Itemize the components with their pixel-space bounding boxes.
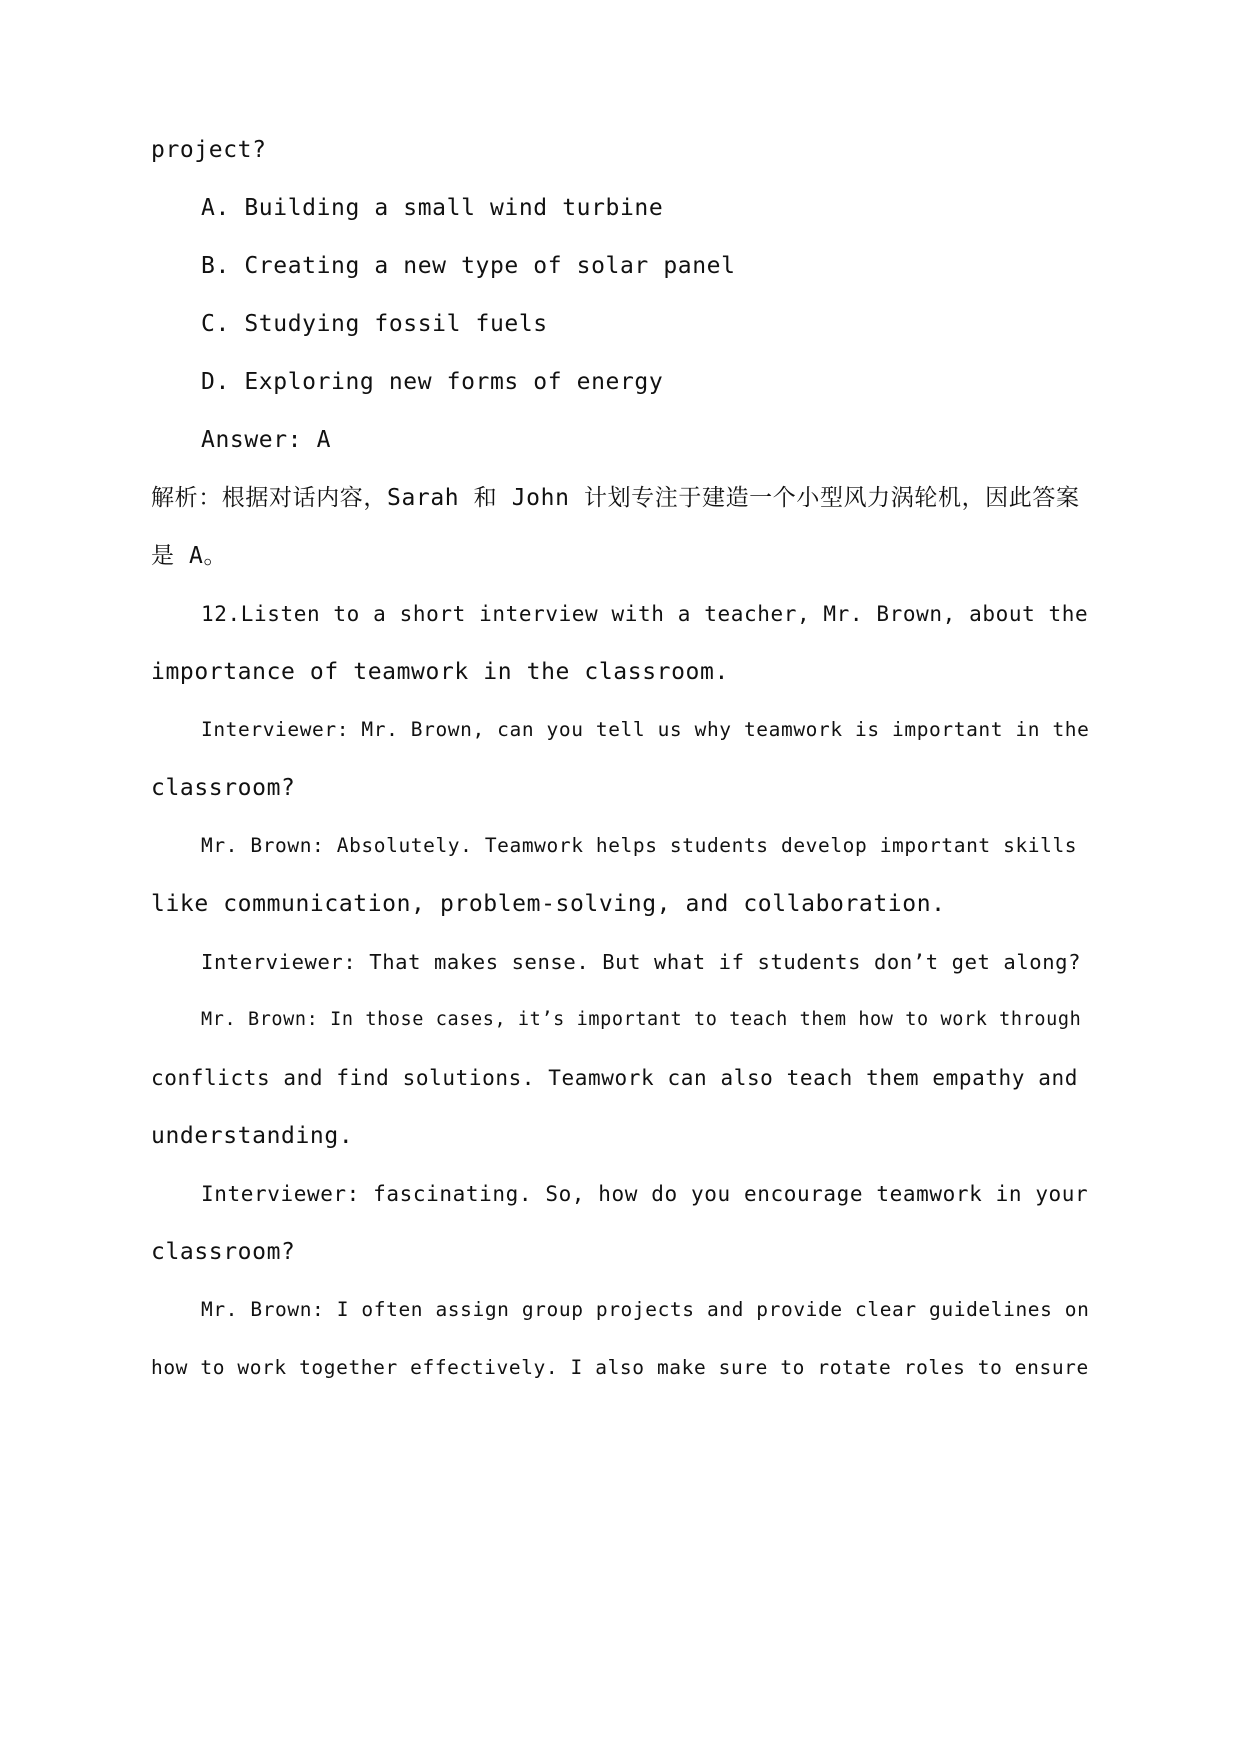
question-12-intro-line-1: 12.Listen to a short interview with a teacher, Mr. Brown, about the xyxy=(201,602,1089,626)
explanation-line-1: 解析：根据对话内容，Sarah 和 John 计划专注于建造一个小型风力涡轮机，因此答案 xyxy=(151,485,1080,511)
dialogue-line: classroom? xyxy=(151,775,296,801)
option-letter: D. xyxy=(201,369,230,395)
dialogue-line: Mr. Brown: I often assign group projects and provide clear guidelines on xyxy=(201,1298,1090,1321)
option-text: Studying fossil fuels xyxy=(244,311,548,337)
option-text: Building a small wind turbine xyxy=(244,195,664,221)
dialogue-line: Mr. Brown: In those cases, it’s important to teach them how to work through xyxy=(201,1009,1082,1030)
answer-line: Answer: A xyxy=(201,427,332,453)
option-b xyxy=(201,251,1091,281)
dialogue-line: understanding. xyxy=(151,1123,354,1149)
question-tail: project? xyxy=(151,137,267,163)
option-text: Exploring new forms of energy xyxy=(244,369,664,395)
option-text: Creating a new type of solar panel xyxy=(244,253,736,279)
explanation-line-2: 是 A。 xyxy=(151,543,228,569)
option-letter: C. xyxy=(201,311,230,337)
question-12-intro-line-2: importance of teamwork in the classroom. xyxy=(151,659,729,685)
option-d xyxy=(201,367,1091,397)
dialogue-line: Interviewer: Mr. Brown, can you tell us why teamwork is important in the xyxy=(201,718,1090,741)
dialogue-line: Interviewer: That makes sense. But what if students don’t get along? xyxy=(201,950,1082,974)
option-letter: B. xyxy=(201,253,230,279)
dialogue-line: conflicts and find solutions. Teamwork can also teach them empathy and xyxy=(151,1066,1079,1090)
dialogue-line: Mr. Brown: Absolutely. Teamwork helps students develop important skills xyxy=(201,834,1078,857)
dialogue-line: like communication, problem-solving, and collaboration. xyxy=(151,891,946,917)
dialogue-line: classroom? xyxy=(151,1239,296,1265)
option-a xyxy=(201,193,1091,223)
option-letter: A. xyxy=(201,195,230,221)
dialogue-line: Interviewer: fascinating. So, how do you encourage teamwork in your xyxy=(201,1182,1089,1206)
option-c xyxy=(201,309,1091,339)
dialogue-line: how to work together effectively. I also make sure to rotate roles to ensure xyxy=(151,1356,1089,1379)
